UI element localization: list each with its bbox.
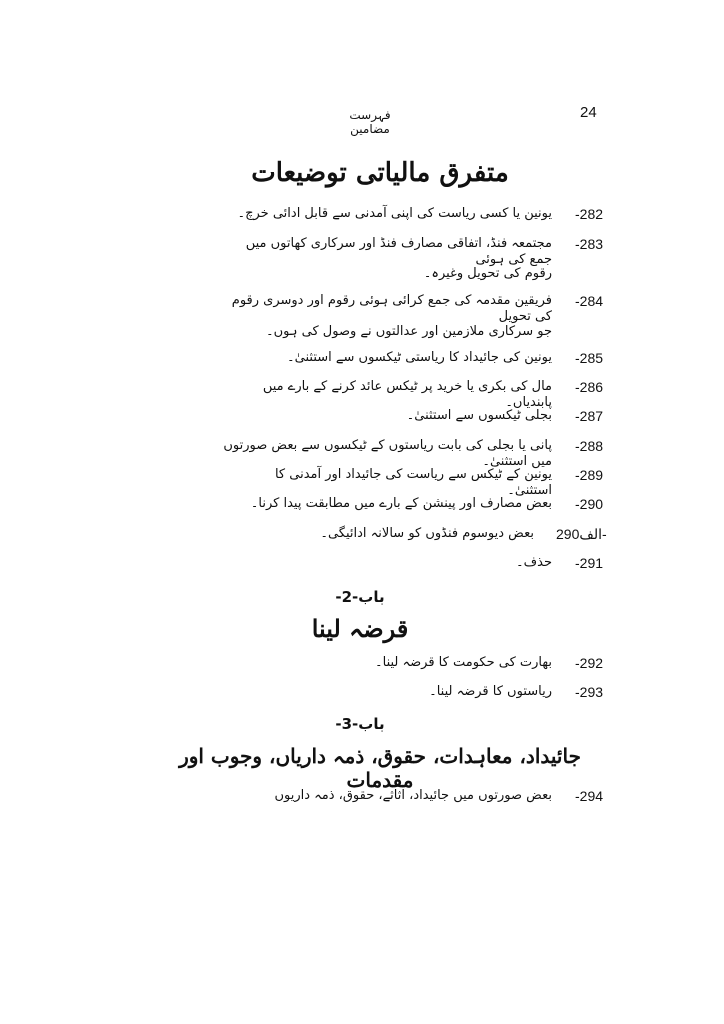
entry-number: -286 [575, 379, 604, 395]
entry-text: بعض مصارف اور پینشن کے بارے میں مطابقت پیدا کرنا۔ [250, 496, 552, 511]
chapter-title: جائیداد، معاہدات، حقوق، ذمہ داریاں، وجوب اور مقدمات [179, 744, 581, 792]
entry-number: 290الف- [556, 526, 607, 542]
entry-number: -290 [575, 496, 604, 512]
entry-text: بھارت کی حکومت کا قرضہ لینا۔ [374, 655, 552, 670]
entry-number: -284 [575, 293, 604, 309]
entry-text: یونین یا کسی ریاست کی اپنی آمدنی سے قابل ادائی خرچ۔ [237, 206, 552, 221]
entry-continuation: جو سرکاری ملازمین اور عدالتوں نے وصول کی ہوں۔ [266, 324, 552, 339]
section-title: متفرق مالیاتی توضیعات [251, 158, 509, 188]
chapter-title: قرضہ لینا [311, 614, 409, 643]
entry-continuation: رقوم کی تحویل وغیرہ۔ [423, 266, 552, 281]
entry-text: پانی یا بجلی کی بابت ریاستوں کے ٹیکسوں سے بعض صورتوں میں استثنیٰ۔ [223, 438, 552, 469]
entry-text: یونین کی جائیداد کا ریاستی ٹیکسوں سے استثنیٰ۔ [287, 350, 552, 365]
entry-text: مال کی بکری یا خرید پر ٹیکس عائد کرنے کے بارے میں پابندیاں۔ [262, 379, 552, 410]
entry-number: -282 [575, 206, 604, 222]
entry-number: -288 [575, 438, 604, 454]
chapter-label: باب-3- [335, 715, 385, 733]
chapter-label: باب-2- [335, 588, 385, 606]
entry-number: -285 [575, 350, 604, 366]
entry-text: یونین کے ٹیکس سے ریاست کی جائیداد اور آمدنی کا استثنیٰ۔ [274, 467, 552, 498]
page-number: 24 [580, 104, 597, 121]
entry-number: -291 [575, 555, 604, 571]
entry-text: ریاستوں کا قرضہ لینا۔ [429, 684, 552, 699]
running-title: فہرست مضامین [349, 108, 391, 136]
entry-number: -293 [575, 684, 604, 700]
entry-text: بجلی ٹیکسوں سے استثنیٰ۔ [406, 408, 552, 423]
entry-number: -287 [575, 408, 604, 424]
entry-number: -292 [575, 655, 604, 671]
entry-number: -294 [575, 788, 604, 804]
entry-text: بعض صورتوں میں جائیداد، اثاثے، حقوق، ذمہ داریوں [274, 788, 552, 803]
entry-number: -289 [575, 467, 604, 483]
entry-number: -283 [575, 236, 604, 252]
entry-text: بعض دیوسوم فنڈوں کو سالانہ ادائیگی۔ [320, 526, 534, 541]
entry-text: فریقین مقدمہ کی جمع کرائی ہوئی رقوم اور دوسری رقوم کی تحویل [231, 293, 552, 324]
entry-text: مجتمعہ فنڈ، اتفاقی مصارف فنڈ اور سرکاری کھاتوں میں جمع کی ہوئی [245, 236, 552, 267]
entry-text: حذف۔ [516, 555, 552, 570]
